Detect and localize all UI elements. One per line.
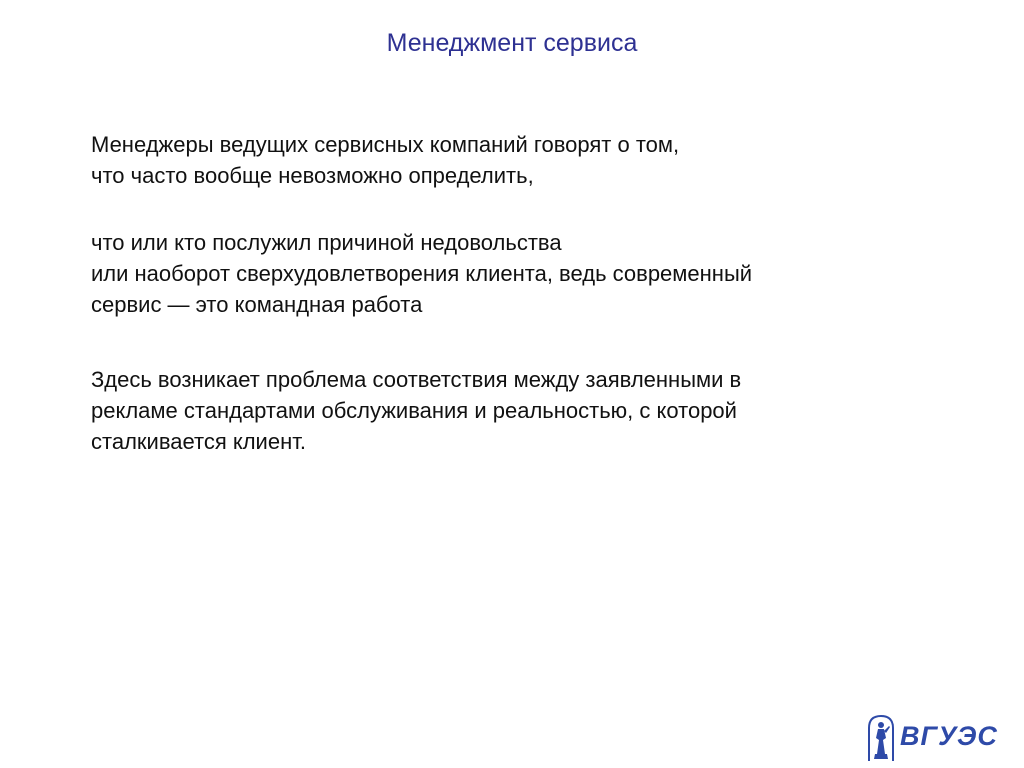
university-logo xyxy=(866,714,998,762)
statue-emblem-icon xyxy=(866,714,896,762)
paragraph-1 xyxy=(91,129,921,191)
paragraph-line: Менеджеры ведущих сервисных компаний говорят о том, xyxy=(91,132,680,157)
paragraph-line: Здесь возникает проблема соответствия между заявленными в xyxy=(91,367,742,392)
paragraph-line: рекламе стандартами обслуживания и реальностью, с которой xyxy=(91,398,737,423)
paragraph-line: сталкивается клиент. xyxy=(91,429,306,454)
paragraph-line: сервис — это командная работа xyxy=(91,292,423,317)
paragraph-3 xyxy=(91,364,921,457)
paragraph-2 xyxy=(91,227,921,320)
logo-text: ВГУЭС xyxy=(900,721,998,751)
paragraph-line: что или кто послужил причиной недовольства xyxy=(91,230,562,255)
paragraph-line: что часто вообще невозможно определить, xyxy=(91,163,534,188)
slide-title: Менеджмент сервиса xyxy=(386,29,638,57)
paragraph-line: или наоборот сверхудовлетворения клиента, ведь современный xyxy=(91,261,753,286)
